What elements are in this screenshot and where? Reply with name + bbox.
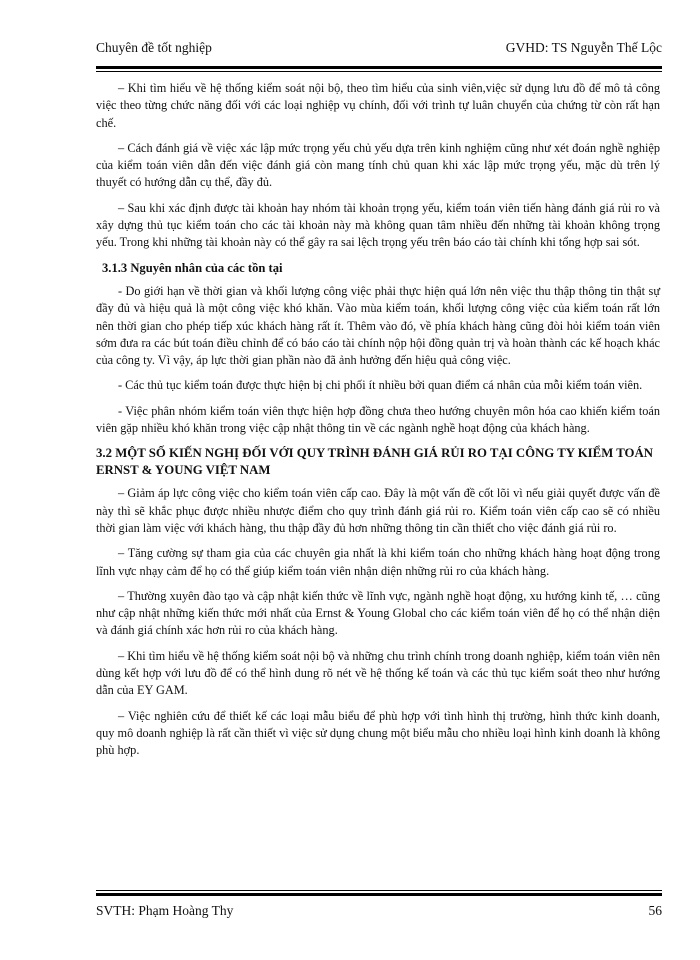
footer-rule-thick <box>96 893 662 896</box>
paragraph: – Giảm áp lực công việc cho kiểm toán viên cấp cao. Đây là một vấn đề cốt lõi vì nếu giải quyết được vấn đề này thì sẽ khắc phục được nhiều nhược điểm cho quy trình đánh giá rủi ro. Kiểm toán viên cấp cao sẽ có nhiều thời gian làm việc với khách hàng, thu thập đầy đủ hơn những thông tin cần thiết cho việc đánh giá rủi ro. <box>96 486 660 535</box>
paragraph: – Việc nghiên cứu để thiết kế các loại mẫu biểu để phù hợp với tình hình thị trường, hình thức kinh doanh, quy mô doanh nghiệp là rất cần thiết vì việc sử dụng chung một biểu mẫu cho nhiều loại hình kinh doanh là không phù hợp. <box>96 708 660 758</box>
footer-rule-thin <box>96 890 662 891</box>
paragraph: – Tăng cường sự tham gia của các chuyên gia nhất là khi kiểm toán cho những khách hàng hoạt động trong lĩnh vực nhạy cảm để họ có thể giúp kiểm toán viên nhận diện những rủi ro của khách hàng. <box>96 546 660 578</box>
paragraph: – Cách đánh giá về việc xác lập mức trọng yếu chủ yếu dựa trên kinh nghiệm cũng như xét đoán nghề nghiệp của kiểm toán viên dẫn đến việc đánh giá còn mang tính chủ quan khi xác lập mức trọng yếu, mặc dù trên lý thuyết có hướng dẫn cụ thể, đầy đủ. <box>96 140 660 190</box>
section-heading-3-2: 3.2 MỘT SỐ KIẾN NGHỊ ĐỐI VỚI QUY TRÌNH ĐÁNH GIÁ RỦI RO TẠI CÔNG TY KIỂM TOÁN ERNST & YOUNG VIỆT NAM <box>96 446 653 478</box>
page-number: 56 <box>648 903 662 918</box>
header-topic: Chuyên đề tốt nghiệp <box>96 40 212 55</box>
paragraph: – Khi tìm hiểu về hệ thống kiểm soát nội bộ, theo tìm hiểu của sinh viên,việc sử dụng lưu đồ để mô tả công việc theo từng chức năng đối với các loại nghiệp vụ chính, đối với trình tự luân chuyển của chứng từ còn rất hạn chế. <box>96 81 660 130</box>
paragraph: – Thường xuyên đào tạo và cập nhật kiến thức về lĩnh vực, ngành nghề hoạt động, xu hướng kinh tế, … cũng như cập nhật những kiến thức mới nhất của Ernst & Young Global cho các kiểm toán viên để họ có thể nhận diện và đánh giá chính xác hơn rủi ro của khách hàng. <box>96 588 660 638</box>
paragraph: - Việc phân nhóm kiểm toán viên thực hiện hợp đồng chưa theo hướng chuyên môn hóa cao khiến kiểm toán viên gặp nhiều khó khăn trong việc cập nhật thông tin về các ngành nghề hoạt động của khách hàng. <box>96 403 660 436</box>
footer-author: SVTH: Phạm Hoàng Thy <box>96 903 234 918</box>
page-header <box>96 40 662 62</box>
paragraph: – Khi tìm hiểu về hệ thống kiểm soát nội bộ và những chu trình chính trong doanh nghiệp, kiểm toán viên nên dùng kết hợp với lưu đồ để có thể hình dung rõ nét về hệ thống kế toán và các thủ tục kiểm soát theo như hướng dẫn của EY GAM. <box>96 648 660 698</box>
page-footer <box>96 903 662 919</box>
page-body <box>96 80 660 868</box>
paragraph: – Sau khi xác định được tài khoản hay nhóm tài khoản trọng yếu, kiểm toán viên tiến hàng đánh giá rủi ro và xây dựng thủ tục kiểm toán cho các tài khoản này mà không quan tâm nhiều đến những tài khoản không trọng yếu. Trong khi những tài khoản này có thể gây ra sai lệch trọng yếu trên báo cáo tài chính khi tổng hợp sai sót. <box>96 200 660 250</box>
header-rule-thin <box>96 71 662 72</box>
paragraph: - Các thủ tục kiểm toán được thực hiện bị chi phối ít nhiều bởi quan điểm cá nhân của mỗi kiểm toán viên. <box>118 378 643 393</box>
paragraph: - Do giới hạn về thời gian và khối lượng công việc phải thực hiện quá lớn nên việc thu thập thông tin thật sự đầy đủ và hiệu quả là một công việc khó khăn. Vào mùa kiểm toán, khối lượng công việc của kiểm toán rất lớn nên thời gian cho phép tiếp xúc khách hàng rất ít. Thêm vào đó, về phía khách hàng cũng đòi hỏi kiểm toán viên sớm đưa ra các bút toán điều chỉnh để có báo cáo tài chính nộp hội đồng quản trị và hoàn thành các kế hoạch khác của công ty. Vì vậy, áp lực thời gian phần nào đã ảnh hưởng đến hiệu quả công việc. <box>96 283 660 368</box>
header-rule-thick <box>96 66 662 69</box>
section-heading-3-1-3: 3.1.3 Nguyên nhân của các tồn tại <box>102 260 283 275</box>
header-advisor: GVHD: TS Nguyễn Thế Lộc <box>505 40 662 55</box>
